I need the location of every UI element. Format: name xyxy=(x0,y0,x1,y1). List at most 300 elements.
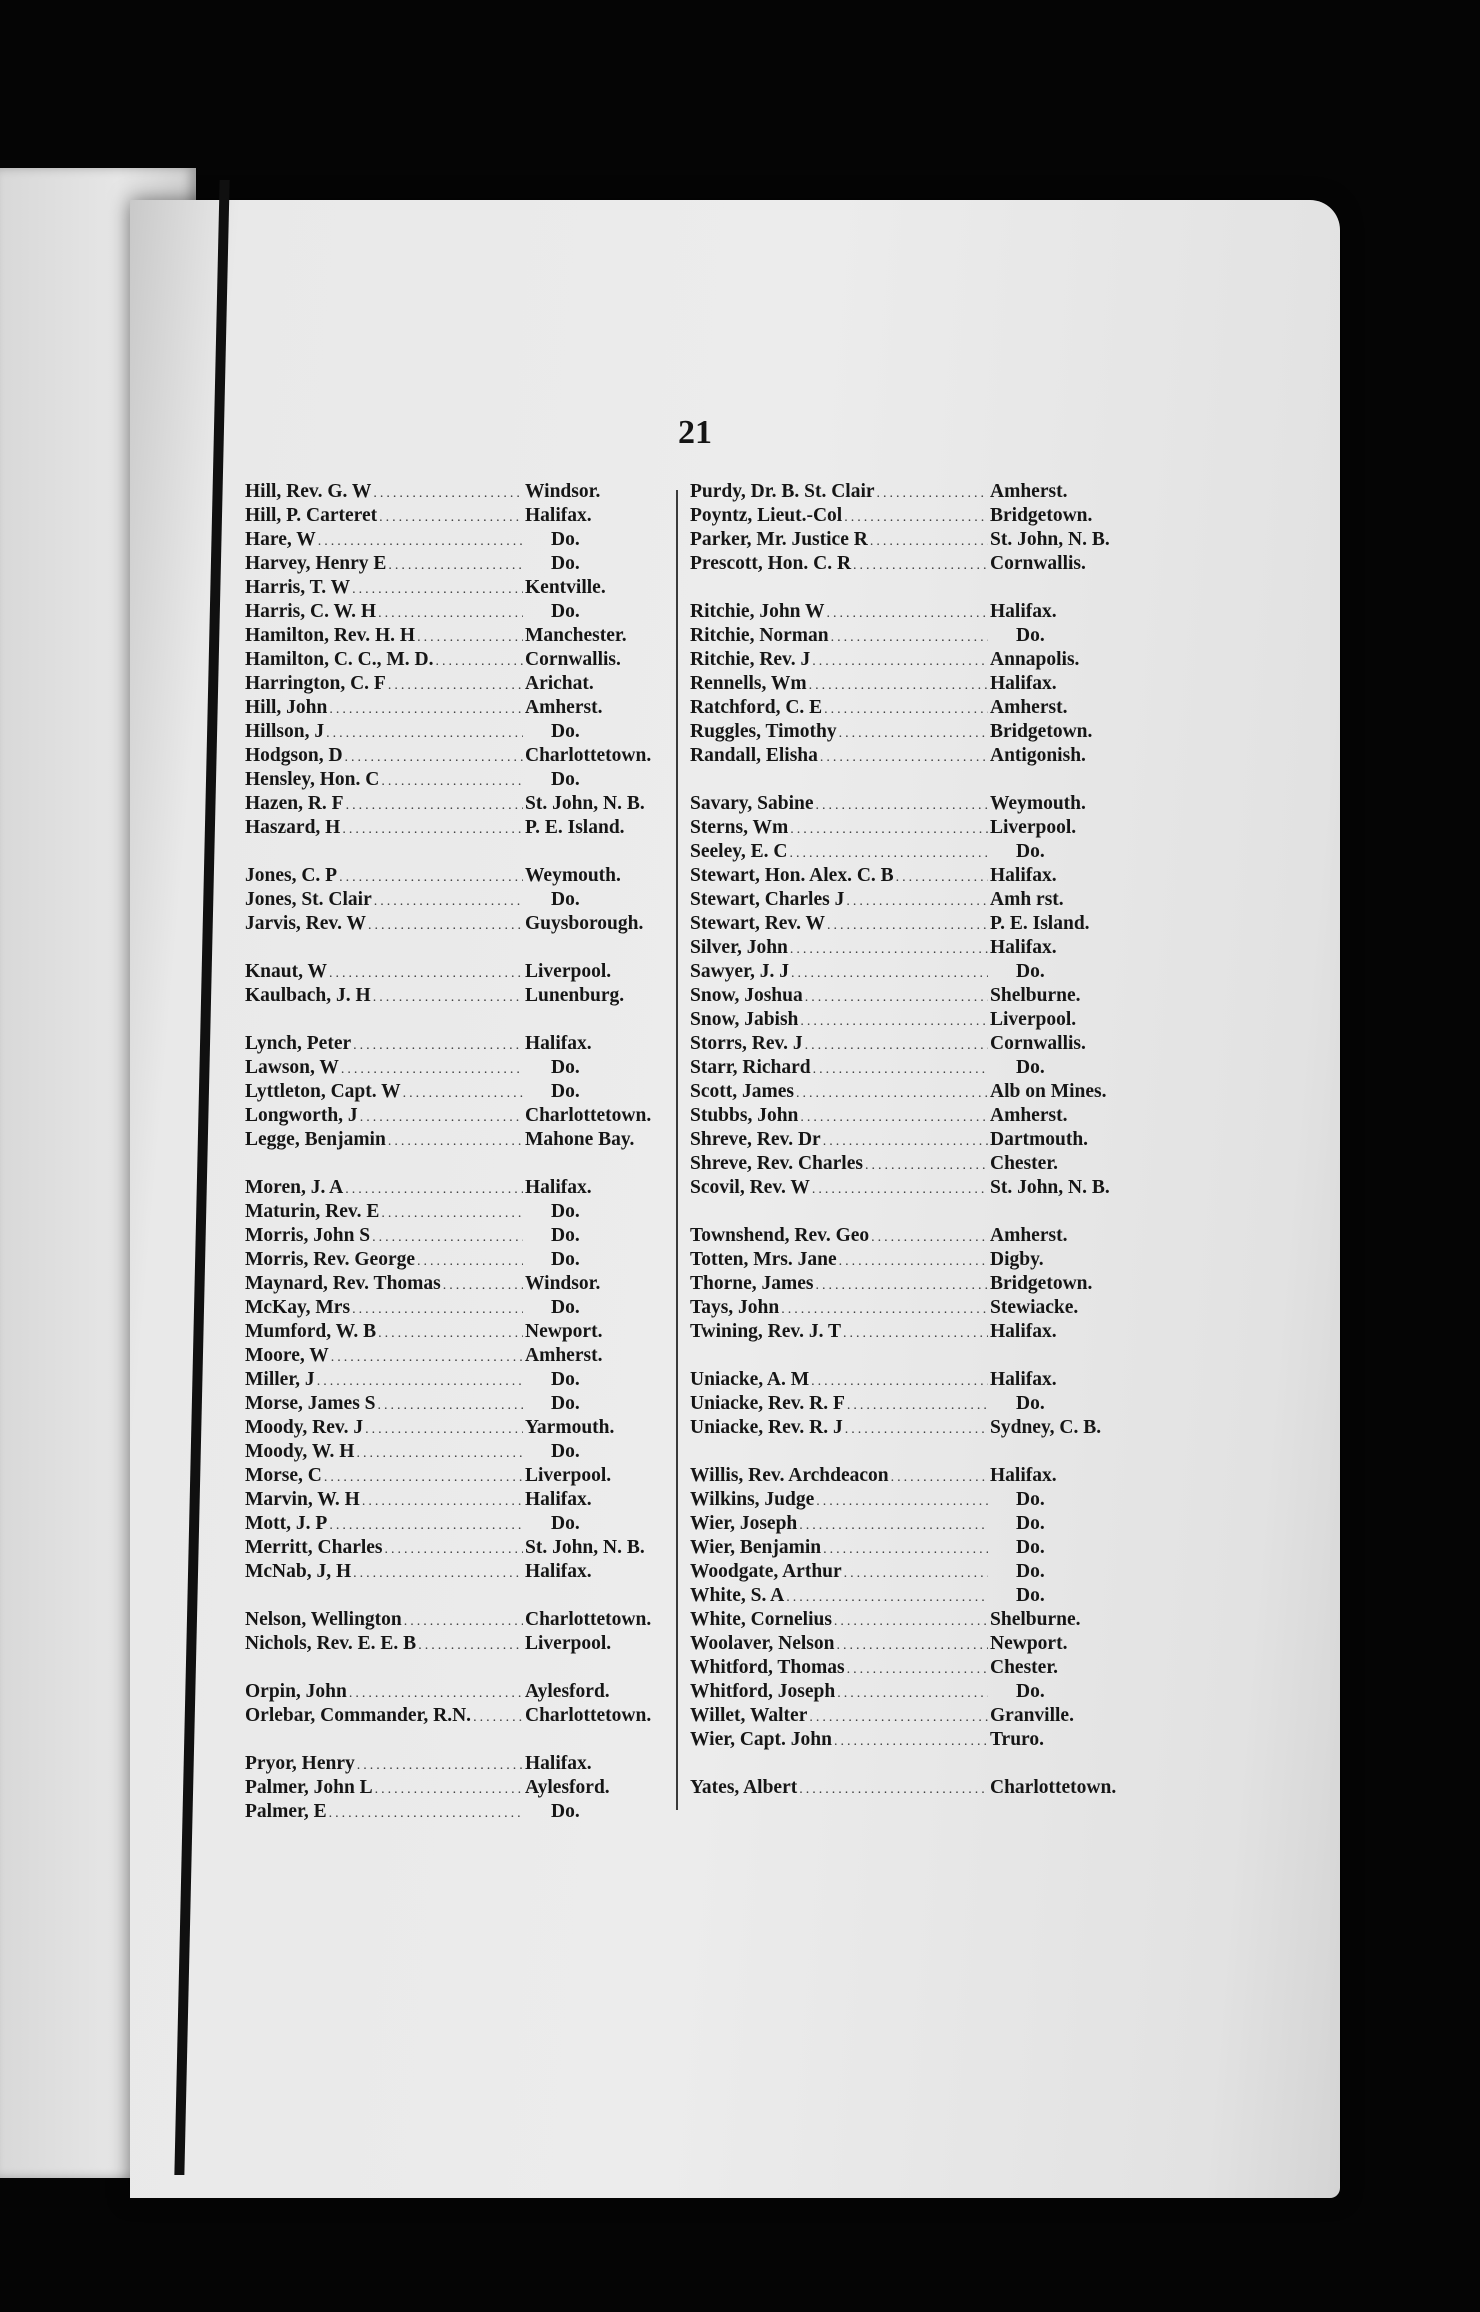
leader-dots xyxy=(345,1178,523,1202)
entry-name: Harrington, C. F xyxy=(245,673,386,694)
directory-entry xyxy=(245,600,665,624)
entry-place: Do. xyxy=(1016,1057,1045,1078)
entry-place: Charlottetown. xyxy=(525,1609,652,1630)
leader-dots xyxy=(820,746,988,770)
directory-entry xyxy=(690,864,1130,888)
leader-dots xyxy=(871,1226,988,1250)
entry-place: Do. xyxy=(551,1225,580,1246)
entry-name: Whitford, Thomas xyxy=(690,1657,845,1678)
directory-entry xyxy=(245,672,665,696)
entry-name: Moody, Rev. J xyxy=(245,1417,364,1438)
leader-dots xyxy=(781,1298,988,1322)
entry-name: Savary, Sabine xyxy=(690,793,814,814)
entry-name: Mott, J. P xyxy=(245,1513,328,1534)
entry-place: Bridgetown. xyxy=(990,505,1093,526)
letter-group-gap xyxy=(245,1152,665,1176)
directory-entry xyxy=(690,984,1130,1008)
entry-name: Twining, Rev. J. T xyxy=(690,1321,841,1342)
leader-dots xyxy=(378,1322,523,1346)
entry-name: Jarvis, Rev. W xyxy=(245,913,366,934)
directory-entry xyxy=(690,1008,1130,1032)
entry-place: Do. xyxy=(551,601,580,622)
entry-name: Moody, W. H xyxy=(245,1441,355,1462)
directory-entry xyxy=(245,480,665,504)
directory-entry xyxy=(690,960,1130,984)
directory-entry xyxy=(690,504,1130,528)
leader-dots xyxy=(356,1442,523,1466)
leader-dots xyxy=(388,1130,523,1154)
leader-dots xyxy=(834,1610,988,1634)
entry-place: Newport. xyxy=(990,1633,1068,1654)
leader-dots xyxy=(853,554,988,578)
directory-entry xyxy=(245,1032,665,1056)
leader-dots xyxy=(844,506,988,530)
entry-name: Parker, Mr. Justice R xyxy=(690,529,868,550)
entry-name: Legge, Benjamin xyxy=(245,1129,386,1150)
leader-dots xyxy=(790,818,988,842)
directory-entry xyxy=(690,1080,1130,1104)
directory-entry xyxy=(245,1680,665,1704)
entry-place: Mahone Bay. xyxy=(525,1129,635,1150)
entry-place: Yarmouth. xyxy=(525,1417,615,1438)
entry-place: Liverpool. xyxy=(525,1633,612,1654)
entry-place: Halifax. xyxy=(990,865,1057,886)
directory-entry xyxy=(245,1536,665,1560)
leader-dots xyxy=(374,890,523,914)
letter-group-gap xyxy=(245,1008,665,1032)
leader-dots xyxy=(381,1202,523,1226)
entry-place: Aylesford. xyxy=(525,1777,610,1798)
entry-name: Nichols, Rev. E. E. B xyxy=(245,1633,417,1654)
directory-entry xyxy=(690,1608,1130,1632)
entry-place: P. E. Island. xyxy=(990,913,1090,934)
entry-name: Totten, Mrs. Jane xyxy=(690,1249,837,1270)
entry-name: Stubbs, John xyxy=(690,1105,799,1126)
directory-entry xyxy=(690,480,1130,504)
entry-place: Halifax. xyxy=(990,937,1057,958)
entry-place: Do. xyxy=(551,1441,580,1462)
entry-name: Starr, Richard xyxy=(690,1057,811,1078)
entry-place: St. John, N. B. xyxy=(525,1537,645,1558)
entry-place: Do. xyxy=(551,1801,580,1822)
entry-name: Pryor, Henry xyxy=(245,1753,355,1774)
directory-entry xyxy=(245,912,665,936)
entry-place: Lunenburg. xyxy=(525,985,625,1006)
entry-place: Halifax. xyxy=(525,1561,592,1582)
leader-dots xyxy=(891,1466,988,1490)
letter-group-gap xyxy=(690,1440,1130,1464)
entry-name: Morris, Rev. George xyxy=(245,1249,416,1270)
entry-name: White, Cornelius xyxy=(690,1609,832,1630)
leader-dots xyxy=(805,986,988,1010)
entry-place: Do. xyxy=(551,721,580,742)
entry-name: Uniacke, Rev. R. F xyxy=(690,1393,845,1414)
directory-entry xyxy=(245,1224,665,1248)
entry-name: Stewart, Rev. W xyxy=(690,913,826,934)
entry-name: Sawyer, J. J xyxy=(690,961,789,982)
leader-dots xyxy=(790,842,989,866)
entry-place: Annapolis. xyxy=(990,649,1080,670)
directory-entry xyxy=(690,840,1130,864)
entry-place: Do. xyxy=(1016,1489,1045,1510)
directory-entry xyxy=(690,528,1130,552)
entry-place: Aylesford. xyxy=(525,1681,610,1702)
directory-entry xyxy=(690,1296,1130,1320)
entry-name: Ritchie, John W xyxy=(690,601,825,622)
leader-dots xyxy=(839,1250,988,1274)
leader-dots xyxy=(417,1250,523,1274)
directory-entry xyxy=(245,1416,665,1440)
directory-entry xyxy=(245,1080,665,1104)
letter-group-gap xyxy=(245,840,665,864)
directory-entry xyxy=(245,1200,665,1224)
entry-name: Scott, James xyxy=(690,1081,794,1102)
entry-name: Jones, St. Clair xyxy=(245,889,372,910)
leader-dots xyxy=(326,722,523,746)
entry-name: Stewart, Hon. Alex. C. B xyxy=(690,865,894,886)
entry-name: Scovil, Rev. W xyxy=(690,1177,810,1198)
entry-place: Charlottetown. xyxy=(525,1705,652,1726)
directory-entry xyxy=(245,1608,665,1632)
entry-name: Yates, Albert xyxy=(690,1777,798,1798)
entry-name: Poyntz, Lieut.-Col xyxy=(690,505,843,526)
directory-entry xyxy=(690,1560,1130,1584)
entry-place: Halifax. xyxy=(990,601,1057,622)
directory-entry xyxy=(245,744,665,768)
leader-dots xyxy=(816,1490,988,1514)
leader-dots xyxy=(345,746,523,770)
leader-dots xyxy=(357,1754,523,1778)
leader-dots xyxy=(418,1634,523,1658)
directory-entry xyxy=(245,1368,665,1392)
leader-dots xyxy=(353,1034,523,1058)
entry-name: Tays, John xyxy=(690,1297,780,1318)
leader-dots xyxy=(360,1106,523,1130)
entry-place: Charlottetown. xyxy=(990,1777,1117,1798)
directory-entry xyxy=(245,552,665,576)
leader-dots xyxy=(845,1418,988,1442)
entry-place: Do. xyxy=(1016,1561,1045,1582)
entry-place: Do. xyxy=(551,1057,580,1078)
directory-entry xyxy=(690,1032,1130,1056)
leader-dots xyxy=(372,1226,523,1250)
entry-name: Hare, W xyxy=(245,529,316,550)
leader-dots xyxy=(368,914,523,938)
entry-place: Cornwallis. xyxy=(990,1033,1086,1054)
directory-entry xyxy=(690,1416,1130,1440)
leader-dots xyxy=(816,1274,989,1298)
directory-entry xyxy=(690,1368,1130,1392)
entry-name: Willet, Walter xyxy=(690,1705,808,1726)
entry-place: Guysborough. xyxy=(525,913,644,934)
leader-dots xyxy=(839,722,988,746)
leader-dots xyxy=(324,1466,523,1490)
leader-dots xyxy=(812,1178,988,1202)
leader-dots xyxy=(379,506,523,530)
leader-dots xyxy=(799,1778,988,1802)
letter-group-gap xyxy=(690,1200,1130,1224)
leader-dots xyxy=(812,650,988,674)
entry-place: Amherst. xyxy=(990,697,1068,718)
letter-group-gap xyxy=(690,768,1130,792)
directory-entry xyxy=(245,624,665,648)
entry-place: St. John, N. B. xyxy=(525,793,645,814)
entry-place: Halifax. xyxy=(990,673,1057,694)
entry-place: Do. xyxy=(1016,961,1045,982)
entry-place: Do. xyxy=(551,1249,580,1270)
entry-place: St. John, N. B. xyxy=(990,529,1110,550)
entry-place: Halifax. xyxy=(990,1321,1057,1342)
leader-dots xyxy=(385,1538,523,1562)
leader-dots xyxy=(847,1394,988,1418)
directory-entry xyxy=(245,1128,665,1152)
leader-dots xyxy=(329,698,523,722)
entry-place: Do. xyxy=(1016,1681,1045,1702)
page-number: 21 xyxy=(678,414,712,451)
entry-place: Amherst. xyxy=(990,481,1068,502)
entry-name: Maynard, Rev. Thomas xyxy=(245,1273,441,1294)
entry-name: Wier, Joseph xyxy=(690,1513,798,1534)
directory-entry xyxy=(690,888,1130,912)
directory-entry xyxy=(690,936,1130,960)
entry-place: Do. xyxy=(1016,841,1045,862)
entry-name: Snow, Joshua xyxy=(690,985,803,1006)
directory-entry xyxy=(245,768,665,792)
directory-entry xyxy=(690,792,1130,816)
entry-place: Do. xyxy=(551,1081,580,1102)
directory-entry xyxy=(245,1488,665,1512)
entry-name: Whitford, Joseph xyxy=(690,1681,836,1702)
entry-name: Stewart, Charles J xyxy=(690,889,845,910)
entry-place: Liverpool. xyxy=(525,961,612,982)
entry-name: Hill, Rev. G. W xyxy=(245,481,372,502)
directory-entry xyxy=(690,1320,1130,1344)
directory-entry xyxy=(245,504,665,528)
right-name-column xyxy=(690,480,1130,1800)
entry-place: Newport. xyxy=(525,1321,603,1342)
entry-place: Halifax. xyxy=(990,1465,1057,1486)
leader-dots xyxy=(339,866,523,890)
entry-place: Cornwallis. xyxy=(990,553,1086,574)
directory-entry xyxy=(690,1056,1130,1080)
entry-name: Palmer, E xyxy=(245,1801,327,1822)
directory-entry xyxy=(690,696,1130,720)
directory-entry xyxy=(690,600,1130,624)
entry-place: Do. xyxy=(1016,1513,1045,1534)
leader-dots xyxy=(473,1706,523,1730)
leader-dots xyxy=(417,626,523,650)
directory-entry xyxy=(690,1776,1130,1800)
directory-entry xyxy=(245,1272,665,1296)
entry-name: Marvin, W. H xyxy=(245,1489,360,1510)
leader-dots xyxy=(352,578,523,602)
directory-entry xyxy=(245,1176,665,1200)
entry-place: Do. xyxy=(1016,625,1045,646)
leader-dots xyxy=(388,674,523,698)
directory-entry xyxy=(245,1248,665,1272)
directory-entry xyxy=(690,1464,1130,1488)
leader-dots xyxy=(404,1610,523,1634)
entry-place: Do. xyxy=(551,1513,580,1534)
letter-group-gap xyxy=(690,576,1130,600)
entry-name: Orlebar, Commander, R.N. xyxy=(245,1705,472,1726)
directory-entry xyxy=(245,1440,665,1464)
entry-name: Moore, W xyxy=(245,1345,329,1366)
entry-name: Townshend, Rev. Geo xyxy=(690,1225,870,1246)
leader-dots xyxy=(823,1130,988,1154)
directory-entry xyxy=(690,624,1130,648)
entry-name: Palmer, John L xyxy=(245,1777,373,1798)
entry-name: White, S. A xyxy=(690,1585,785,1606)
entry-name: Hill, John xyxy=(245,697,328,718)
entry-place: Granville. xyxy=(990,1705,1074,1726)
entry-place: Do. xyxy=(1016,1585,1045,1606)
directory-entry xyxy=(245,1392,665,1416)
entry-name: Rennells, Wm xyxy=(690,673,807,694)
entry-place: Sydney, C. B. xyxy=(990,1417,1102,1438)
entry-place: Do. xyxy=(1016,1537,1045,1558)
letter-group-gap xyxy=(245,1656,665,1680)
leader-dots xyxy=(373,482,523,506)
entry-place: Chester. xyxy=(990,1153,1059,1174)
leader-dots xyxy=(341,1058,523,1082)
entry-name: Lyttleton, Capt. W xyxy=(245,1081,401,1102)
directory-entry xyxy=(245,864,665,888)
entry-name: Wier, Capt. John xyxy=(690,1729,832,1750)
directory-entry xyxy=(690,1272,1130,1296)
entry-name: Hamilton, Rev. H. H xyxy=(245,625,416,646)
entry-name: Harris, T. W xyxy=(245,577,351,598)
entry-name: Wilkins, Judge xyxy=(690,1489,815,1510)
entry-name: Kaulbach, J. H xyxy=(245,985,371,1006)
leader-dots xyxy=(362,1490,523,1514)
directory-entry xyxy=(245,1320,665,1344)
directory-entry xyxy=(690,1128,1130,1152)
entry-place: Do. xyxy=(551,889,580,910)
directory-entry xyxy=(690,1176,1130,1200)
leader-dots xyxy=(353,1562,523,1586)
entry-place: Amherst. xyxy=(990,1225,1068,1246)
directory-entry xyxy=(690,1488,1130,1512)
entry-place: P. E. Island. xyxy=(525,817,625,838)
entry-place: Shelburne. xyxy=(990,1609,1081,1630)
directory-entry xyxy=(245,1512,665,1536)
entry-place: Bridgetown. xyxy=(990,721,1093,742)
entry-place: Halifax. xyxy=(525,1177,592,1198)
directory-entry xyxy=(245,1056,665,1080)
directory-entry xyxy=(245,984,665,1008)
directory-entry xyxy=(245,888,665,912)
leader-dots xyxy=(813,1058,988,1082)
entry-place: Chester. xyxy=(990,1657,1059,1678)
entry-place: Weymouth. xyxy=(525,865,621,886)
entry-name: Woolaver, Nelson xyxy=(690,1633,835,1654)
leader-dots xyxy=(870,530,988,554)
entry-name: Snow, Jabish xyxy=(690,1009,799,1030)
leader-dots xyxy=(809,674,988,698)
directory-entry xyxy=(245,792,665,816)
directory-entry xyxy=(690,1728,1130,1752)
entry-place: Antigonish. xyxy=(990,745,1086,766)
entry-name: Storrs, Rev. J xyxy=(690,1033,803,1054)
leader-dots xyxy=(800,1106,988,1130)
entry-place: Do. xyxy=(551,769,580,790)
leader-dots xyxy=(816,794,988,818)
entry-name: Merritt, Charles xyxy=(245,1537,383,1558)
directory-entry xyxy=(690,1104,1130,1128)
leader-dots xyxy=(365,1418,523,1442)
directory-entry xyxy=(690,720,1130,744)
entry-place: Halifax. xyxy=(525,1033,592,1054)
leader-dots xyxy=(834,1730,988,1754)
leader-dots xyxy=(331,1346,523,1370)
entry-place: Amherst. xyxy=(990,1105,1068,1126)
entry-place: Dartmouth. xyxy=(990,1129,1089,1150)
directory-entry xyxy=(690,1512,1130,1536)
letter-group-gap xyxy=(690,1752,1130,1776)
leader-dots xyxy=(846,890,988,914)
entry-place: Manchester. xyxy=(525,625,627,646)
entry-place: Do. xyxy=(551,1201,580,1222)
entry-name: Orpin, John xyxy=(245,1681,347,1702)
entry-name: Miller, J xyxy=(245,1369,315,1390)
leader-dots xyxy=(824,698,988,722)
leader-dots xyxy=(837,1682,988,1706)
entry-name: Maturin, Rev. E xyxy=(245,1201,380,1222)
directory-entry xyxy=(690,672,1130,696)
entry-name: Prescott, Hon. C. R xyxy=(690,553,852,574)
directory-entry xyxy=(245,1464,665,1488)
directory-entry xyxy=(690,1392,1130,1416)
leader-dots xyxy=(317,1370,523,1394)
directory-entry xyxy=(690,1632,1130,1656)
leader-dots xyxy=(378,1394,523,1418)
directory-entry xyxy=(690,1152,1130,1176)
entry-name: Lawson, W xyxy=(245,1057,339,1078)
entry-name: Haszard, H xyxy=(245,817,341,838)
entry-place: Kentville. xyxy=(525,577,606,598)
leader-dots xyxy=(823,1538,988,1562)
entry-name: Uniacke, A. M xyxy=(690,1369,810,1390)
leader-dots xyxy=(375,1778,523,1802)
leader-dots xyxy=(346,794,523,818)
directory-entry xyxy=(245,1632,665,1656)
directory-entry xyxy=(690,1584,1130,1608)
directory-entry xyxy=(690,912,1130,936)
entry-place: Do. xyxy=(1016,1393,1045,1414)
directory-entry xyxy=(245,1104,665,1128)
entry-place: Charlottetown. xyxy=(525,745,652,766)
entry-place: Bridgetown. xyxy=(990,1273,1093,1294)
entry-name: Randall, Elisha xyxy=(690,745,818,766)
entry-name: Woodgate, Arthur xyxy=(690,1561,842,1582)
directory-entry xyxy=(690,1704,1130,1728)
entry-place: Amherst. xyxy=(525,697,603,718)
entry-place: Stewiacke. xyxy=(990,1297,1079,1318)
leader-dots xyxy=(896,866,988,890)
leader-dots xyxy=(796,1082,988,1106)
entry-place: Do. xyxy=(551,529,580,550)
directory-entry xyxy=(245,720,665,744)
entry-place: Liverpool. xyxy=(990,817,1077,838)
entry-name: Ritchie, Norman xyxy=(690,625,829,646)
entry-name: Seeley, E. C xyxy=(690,841,788,862)
letter-group-gap xyxy=(245,936,665,960)
column-divider xyxy=(676,490,678,1810)
directory-entry xyxy=(245,1296,665,1320)
directory-entry xyxy=(245,960,665,984)
entry-name: Sterns, Wm xyxy=(690,817,789,838)
